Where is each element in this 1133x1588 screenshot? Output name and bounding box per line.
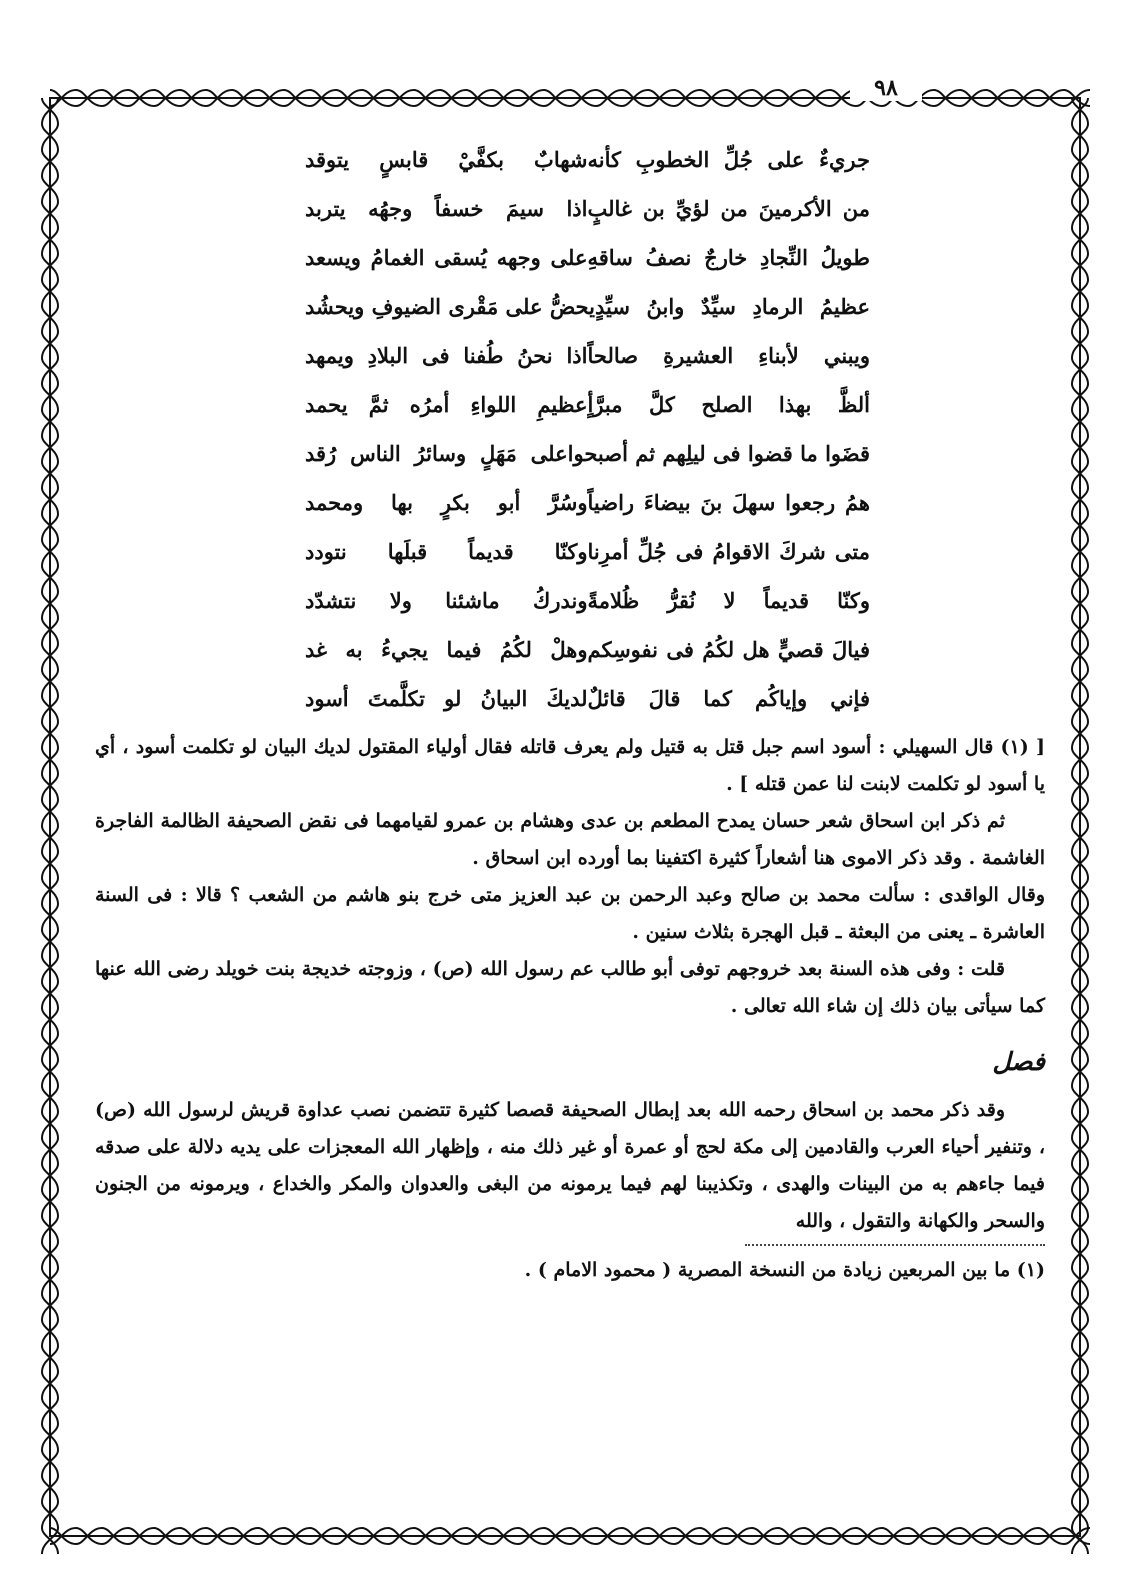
verse-second-hemistich: لديكَ البيانُ لو تكلَّمتَ أسود [305,686,588,711]
paragraph: وقال الواقدى : سألت محمد بن صالح وعبد الرحمن بن عبد العزيز متى خرج بنو هاشم من الشعب ؟ قالا : فى السنة العاشرة ـ يعنى من البعثة ـ قبل الهجرة بثلاث سنين . [95,884,1045,943]
verse-first-hemistich: متى شركَ الاقوامُ فى جُلِّ أمرِنا [587,539,870,564]
poem-verse [95,625,1045,674]
poem [95,135,1045,723]
verse-first-hemistich: طويلُ النِّجادِ خارجٌ نصفُ ساقهِ [587,245,870,270]
paragraph: قلت : وفى هذه السنة بعد خروجهم توفى أبو طالب عم رسول الله (ص) ، وزوجته خديجة بنت خويلد رضى الله عنها كما سيأتى بيان ذلك إن شاء الله تعالى . [95,958,1045,1017]
page-content [95,135,1045,1288]
poem-verse [95,674,1045,723]
verse-first-hemistich: همُ رجعوا سهلَ بنَ بيضاءَ راضياً [587,490,870,515]
poem-verse [95,380,1045,429]
paragraph: ثم ذكر ابن اسحاق شعر حسان يمدح المطعم بن عدى وهشام بن عمرو لقيامهما فى نقض الصحيفة الظالمة الفاجرة الغاشمة . وقد ذكر الاموى هنا أشعاراً كثيرة اكتفينا بما أورده ابن اسحاق . [95,810,1045,869]
verse-second-hemistich: اذا نحنُ طُفنا فى البلادِ ويمهد [305,343,588,368]
poem-verse [95,135,1045,184]
poem-verse [95,478,1045,527]
verse-first-hemistich: ألظَّ بهذا الصلح كلَّ مبرَّأٍ [587,392,870,417]
verse-first-hemistich: قضَوا ما قضوا فى ليلِهم ثم أصبحوا [567,441,870,466]
poem-verse [95,576,1045,625]
verse-second-hemistich: شهابٌ بكفَّيْ قابسٍ يتوقد [305,147,588,172]
verse-second-hemistich: وندركُ ماشئنا ولا نتشدّد [305,588,588,613]
verse-second-hemistich: عظيمِ اللواءِ أمرُه ثمَّ يحمد [305,392,588,417]
footnote-divider [745,1244,1045,1246]
poem-verse [95,331,1045,380]
verse-first-hemistich: جريءٌ على جُلِّ الخطوبِ كأنه [587,147,870,172]
chapter-paragraph: وقد ذكر محمد بن اسحاق رحمه الله بعد إبطال الصحيفة قصصا كثيرة تتضمن نصب عداوة قريش لرسول الله (ص) ، وتنفير أحياء العرب والقادمين إلى مكة لحج أو عمرة أو غير ذلك منه ، وإظهار الله المعجزات على يديه دلالة على صدقه فيما جاءهم به من البينات والهدى ، وتكذيبنا لهم فيما يرمونه من البغى والعدوان والمكر والخداع ، ويرمونه من الجنون والسحر والكهانة والتقول ، والله [95,1099,1045,1232]
poem-verse [95,429,1045,478]
footnote: (١) ما بين المربعين زيادة من النسخة المصرية ( محمود الامام ) . [524,1259,1045,1281]
poem-verse [95,233,1045,282]
verse-second-hemistich: على مَهَلٍ وسائرُ الناس رُقد [305,441,568,466]
verse-first-hemistich: فيالَ قصيٍّ هل لكُمُ فى نفوسِكم [587,637,870,662]
verse-second-hemistich: وهلْ لكُمُ فيما يجيءُ به غد [305,637,588,662]
poem-verse [95,184,1045,233]
verse-second-hemistich: يحضُّ على مَقْرى الضيوفِ ويحشُد [305,294,595,319]
verse-first-hemistich: وكنّا قديماً لا نُقرُّ ظُلامةً [587,588,870,613]
verse-second-hemistich: على وجهه يُسقى الغمامُ ويسعد [305,245,588,270]
verse-first-hemistich: عظيمُ الرمادِ سيِّدٌ وابنُ سيِّدٍ [594,294,870,319]
verse-first-hemistich: من الأكرمينَ من لؤيِّ بن غالبٍ [587,196,870,221]
verse-second-hemistich: وسُرَّ أبو بكرٍ بها ومحمد [305,490,588,515]
verse-first-hemistich: فإني وإياكُم كما قالَ قائلٌ [587,686,870,711]
verse-first-hemistich: ويبني لأبناءِ العشيرةِ صالحاً [587,343,870,368]
chapter-title: فصل [992,1047,1045,1076]
poem-verse [95,282,1045,331]
verse-second-hemistich: اذا سيمَ خسفاً وجهُه يتربد [305,196,588,221]
page-number: ٩٨ [850,75,922,101]
paragraph-footnote-insert: [ (١) قال السهيلي : أسود اسم جبل قتل به قتيل ولم يعرف قاتله فقال أولياء المقتول لديك البيان لو تكلمت أسود ، أي يا أسود لو تكلمت لابنت لنا عمن قتله ] . [95,736,1045,795]
poem-verse [95,527,1045,576]
verse-second-hemistich: وكنّا قديماً قبلَها نتودد [305,539,588,564]
